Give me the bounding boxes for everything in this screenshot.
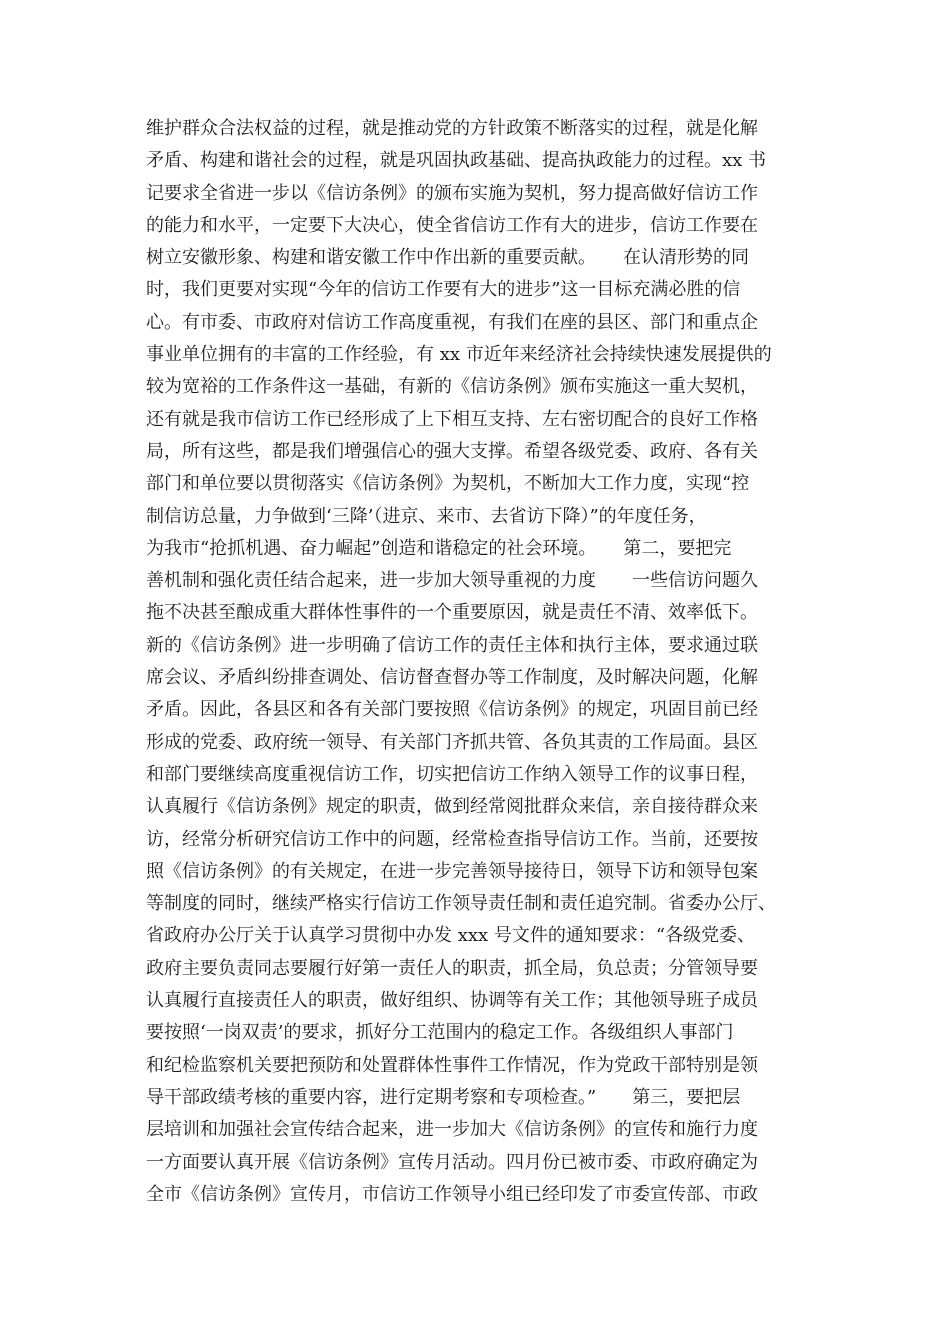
text-line: 树立安徽形象、构建和谐安徽工作中作出新的重要贡献。 在认清形势的同 [146,247,749,269]
text-line: 心。有市委、市政府对信访工作高度重视，有我们在座的县区、部门和重点企 [146,311,758,333]
text-line: 为我市“抢抓机遇、奋力崛起”创造和谐稳定的社会环境。 第二，要把完 [146,537,732,559]
text-line: 矛盾。因此，各县区和各有关部门要按照《信访条例》的规定，巩固目前已经 [146,699,758,721]
text-line: 要按照‘一岗双责’的要求，抓好分工范围内的稳定工作。各级组织人事部门 [146,1022,734,1044]
text-line: 局，所有这些，都是我们增强信心的强大支撑。希望各级党委、政府、各有关 [146,440,758,462]
text-line: 层培训和加强社会宣传结合起来，进一步加大《信访条例》的宣传和施行力度 [146,1119,758,1141]
text-line: 时，我们更要对实现“今年的信访工作要有大的进步”这一目标充满必胜的信 [146,279,741,301]
text-line: 认真履行直接责任人的职责，做好组织、协调等有关工作；其他领导班子成员 [146,990,758,1012]
text-line: 等制度的同时，继续严格实行信访工作领导责任制和责任追究制。省委办公厅、 [146,893,776,915]
text-line: 政府主要负责同志要履行好第一责任人的职责，抓全局，负总责；分管领导要 [146,957,758,979]
text-line: 新的《信访条例》进一步明确了信访工作的责任主体和执行主体，要求通过联 [146,634,758,656]
text-line: 一方面要认真开展《信访条例》宣传月活动。四月份已被市委、市政府确定为 [146,1151,758,1173]
body-text [146,113,806,1211]
text-line: 拖不决甚至酿成重大群体性事件的一个重要原因，就是责任不清、效率低下。 [146,602,758,624]
text-line: 制信访总量，力争做到‘三降’（进京、来市、去省访下降）”的年度任务， [146,505,707,527]
text-line: 导干部政绩考核的重要内容，进行定期考察和专项检查。” 第三，要把层 [146,1086,741,1108]
text-line: 部门和单位要以贯彻落实《信访条例》为契机，不断加大工作力度，实现“控 [146,473,750,495]
text-line: 较为宽裕的工作条件这一基础，有新的《信访条例》颁布实施这一重大契机， [146,376,758,398]
text-line: 全市《信访条例》宣传月，市信访工作领导小组已经印发了市委宣传部、市政 [146,1183,758,1205]
text-line: 省政府办公厅关于认真学习贯彻中办发 xxx 号文件的通知要求：“各级党委、 [146,925,756,947]
text-line: 形成的党委、政府统一领导、有关部门齐抓共管、各负其责的工作局面。县区 [146,731,758,753]
text-line: 事业单位拥有的丰富的工作经验，有 xx 市近年来经济社会持续快速发展提供的 [146,344,772,366]
text-line: 维护群众合法权益的过程，就是推动党的方针政策不断落实的过程，就是化解 [146,118,758,139]
text-line: 认真履行《信访条例》规定的职责，做到经常阅批群众来信，亲自接待群众来 [146,796,758,818]
text-line: 记要求全省进一步以《信访条例》的颁布实施为契机，努力提高做好信访工作 [146,182,758,204]
text-line: 矛盾、构建和谐社会的过程，就是巩固执政基础、提高执政能力的过程。xx 书 [146,150,767,172]
text-line: 照《信访条例》的有关规定，在进一步完善领导接待日，领导下访和领导包案 [146,860,758,882]
text-line: 和部门要继续高度重视信访工作，切实把信访工作纳入领导工作的议事日程， [146,763,758,785]
text-line: 的能力和水平，一定要下大决心，使全省信访工作有大的进步，信访工作要在 [146,214,758,236]
text-line: 善机制和强化责任结合起来，进一步加大领导重视的力度 一些信访问题久 [146,570,758,592]
text-line: 访，经常分析研究信访工作中的问题，经常检查指导信访工作。当前，还要按 [146,828,758,850]
text-line: 席会议、矛盾纠纷排查调处、信访督查督办等工作制度，及时解决问题，化解 [146,667,758,689]
text-line: 和纪检监察机关要把预防和处置群体性事件工作情况，作为党政干部特别是领 [146,1054,758,1076]
text-line: 还有就是我市信访工作已经形成了上下相互支持、左右密切配合的良好工作格 [146,408,758,430]
